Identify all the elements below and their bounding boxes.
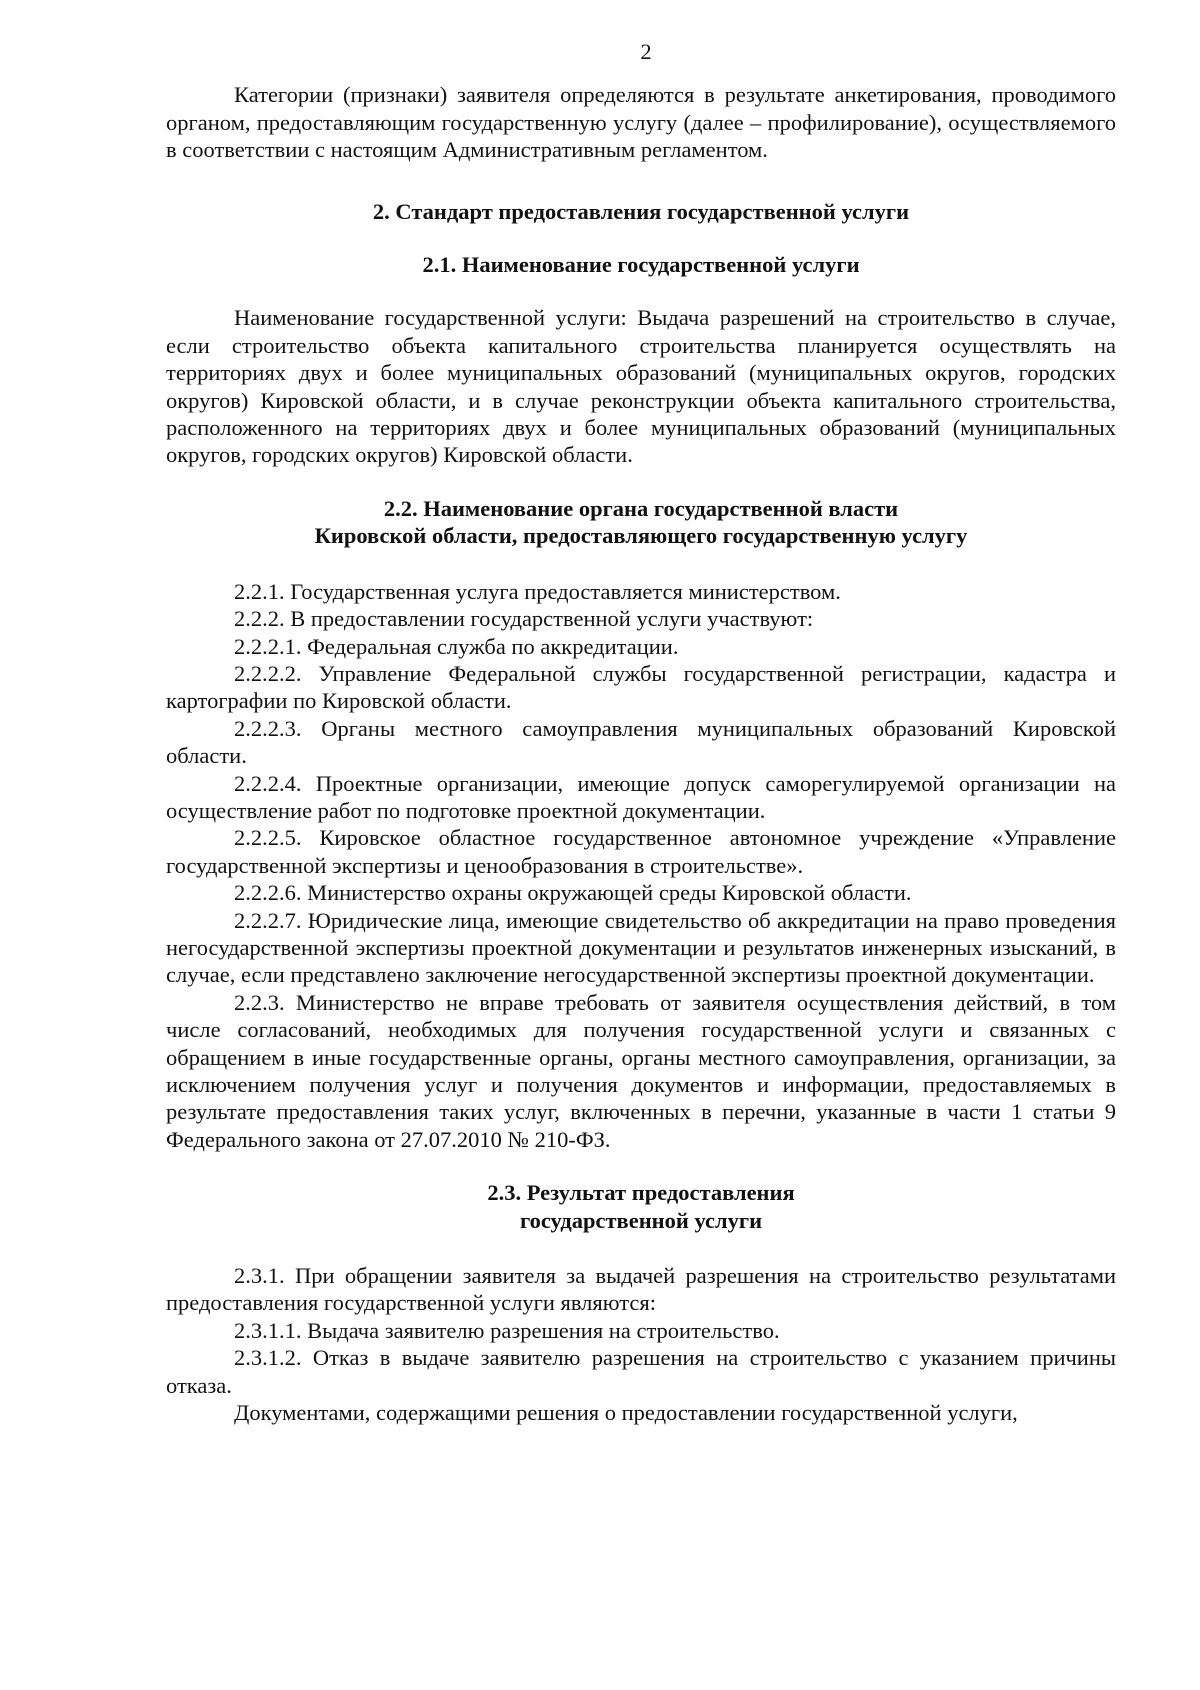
section-2-2-heading bbox=[166, 495, 1116, 550]
section-2-3-body bbox=[166, 1262, 1116, 1426]
paragraph: 2.2.2.4. Проектные организации, имеющие допуск саморегулируемой организации на осуществление работ по подготовке проектной документации. bbox=[166, 770, 1116, 823]
paragraph: 2.2.2.3. Органы местного самоуправления муниципальных образований Кировской области. bbox=[166, 715, 1116, 769]
section-2-2-heading-line-2: Кировской области, предоставляющего государственную услугу bbox=[314, 523, 968, 549]
section-2-1-heading: 2.1. Наименование государственной услуги bbox=[422, 252, 860, 278]
section-2-2-heading-line-1: 2.2. Наименование органа государственной власти bbox=[383, 495, 899, 521]
paragraph: 2.2.2.5. Кировское областное государственное автономное учреждение «Управление государственной экспертизы и ценообразования в строительстве». bbox=[166, 825, 1116, 878]
section-2-1-paragraph: Наименование государственной услуги: Выдача разрешений на строительство в случае, если строительство объекта капитального строительства планируется осуществлять на территориях двух и более муниципальных образований (муниципальных округов, городских округов) Кировской области, и в случае реконструкции объекта капитального строительства, расположенного на территориях двух и более муниципальных образований (муниципальных округов, городских округов) Кировской области. bbox=[166, 305, 1116, 468]
paragraph: 2.3.1.2. Отказ в выдаче заявителю разрешения на строительство с указанием причины отказа. bbox=[166, 1345, 1116, 1398]
section-2-3-heading-line-1: 2.3. Результат предоставления bbox=[487, 1180, 795, 1206]
section-2-3-heading bbox=[166, 1179, 1116, 1234]
paragraph: 2.3.1.1. Выдача заявителю разрешения на строительство. bbox=[234, 1317, 780, 1343]
paragraph: 2.2.2.2. Управление Федеральной службы государственной регистрации, кадастра и картографии по Кировской области. bbox=[166, 660, 1116, 714]
paragraph: 2.2.2.7. Юридические лица, имеющие свидетельство об аккредитации на право проведения негосударственной экспертизы проектной документации и результатов инженерных изысканий, в случае, если представлено заключение негосударственной экспертизы проектной документации. bbox=[166, 907, 1116, 988]
paragraph: 2.3.1. При обращении заявителя за выдачей разрешения на строительство результатами предоставления государственной услуги являются: bbox=[166, 1263, 1116, 1316]
paragraph: 2.2.2.6. Министерство охраны окружающей среды Кировской области. bbox=[234, 880, 912, 906]
paragraph: 2.2.3. Министерство не вправе требовать от заявителя осуществления действий, в том числе согласований, необходимых для получения государственной услуги и связанных с обращением в иные государственные органы, органы местного самоуправления, организации, за исключением получения услуг и получения документов и информации, предоставляемых в результате предоставления таких услуг, включенных в перечни, указанные в части 1 статьи 9 Федерального закона от 27.07.2010 № 210-ФЗ. bbox=[166, 989, 1116, 1152]
intro-paragraph: Категории (признаки) заявителя определяются в результате анкетирования, проводимого органом, предоставляющим государственную услугу (далее – профилирование), осуществляемого в соответствии с настоящим Административным регламентом. bbox=[166, 82, 1116, 163]
page-number: 2 bbox=[640, 39, 652, 64]
paragraph: 2.2.2. В предоставлении государственной услуги участвуют: bbox=[234, 606, 814, 632]
section-2-2-body bbox=[166, 578, 1116, 1154]
paragraph: Документами, содержащими решения о предоставлении государственной услуги, bbox=[234, 1400, 1018, 1426]
section-2-3-heading-line-2: государственной услуги bbox=[519, 1207, 763, 1233]
paragraph: 2.2.2.1. Федеральная служба по аккредитации. bbox=[234, 633, 679, 659]
paragraph: 2.2.1. Государственная услуга предоставляется министерством. bbox=[234, 578, 841, 604]
section-2-heading: 2. Стандарт предоставления государственной услуги bbox=[372, 198, 910, 224]
page-content bbox=[166, 38, 1116, 1426]
